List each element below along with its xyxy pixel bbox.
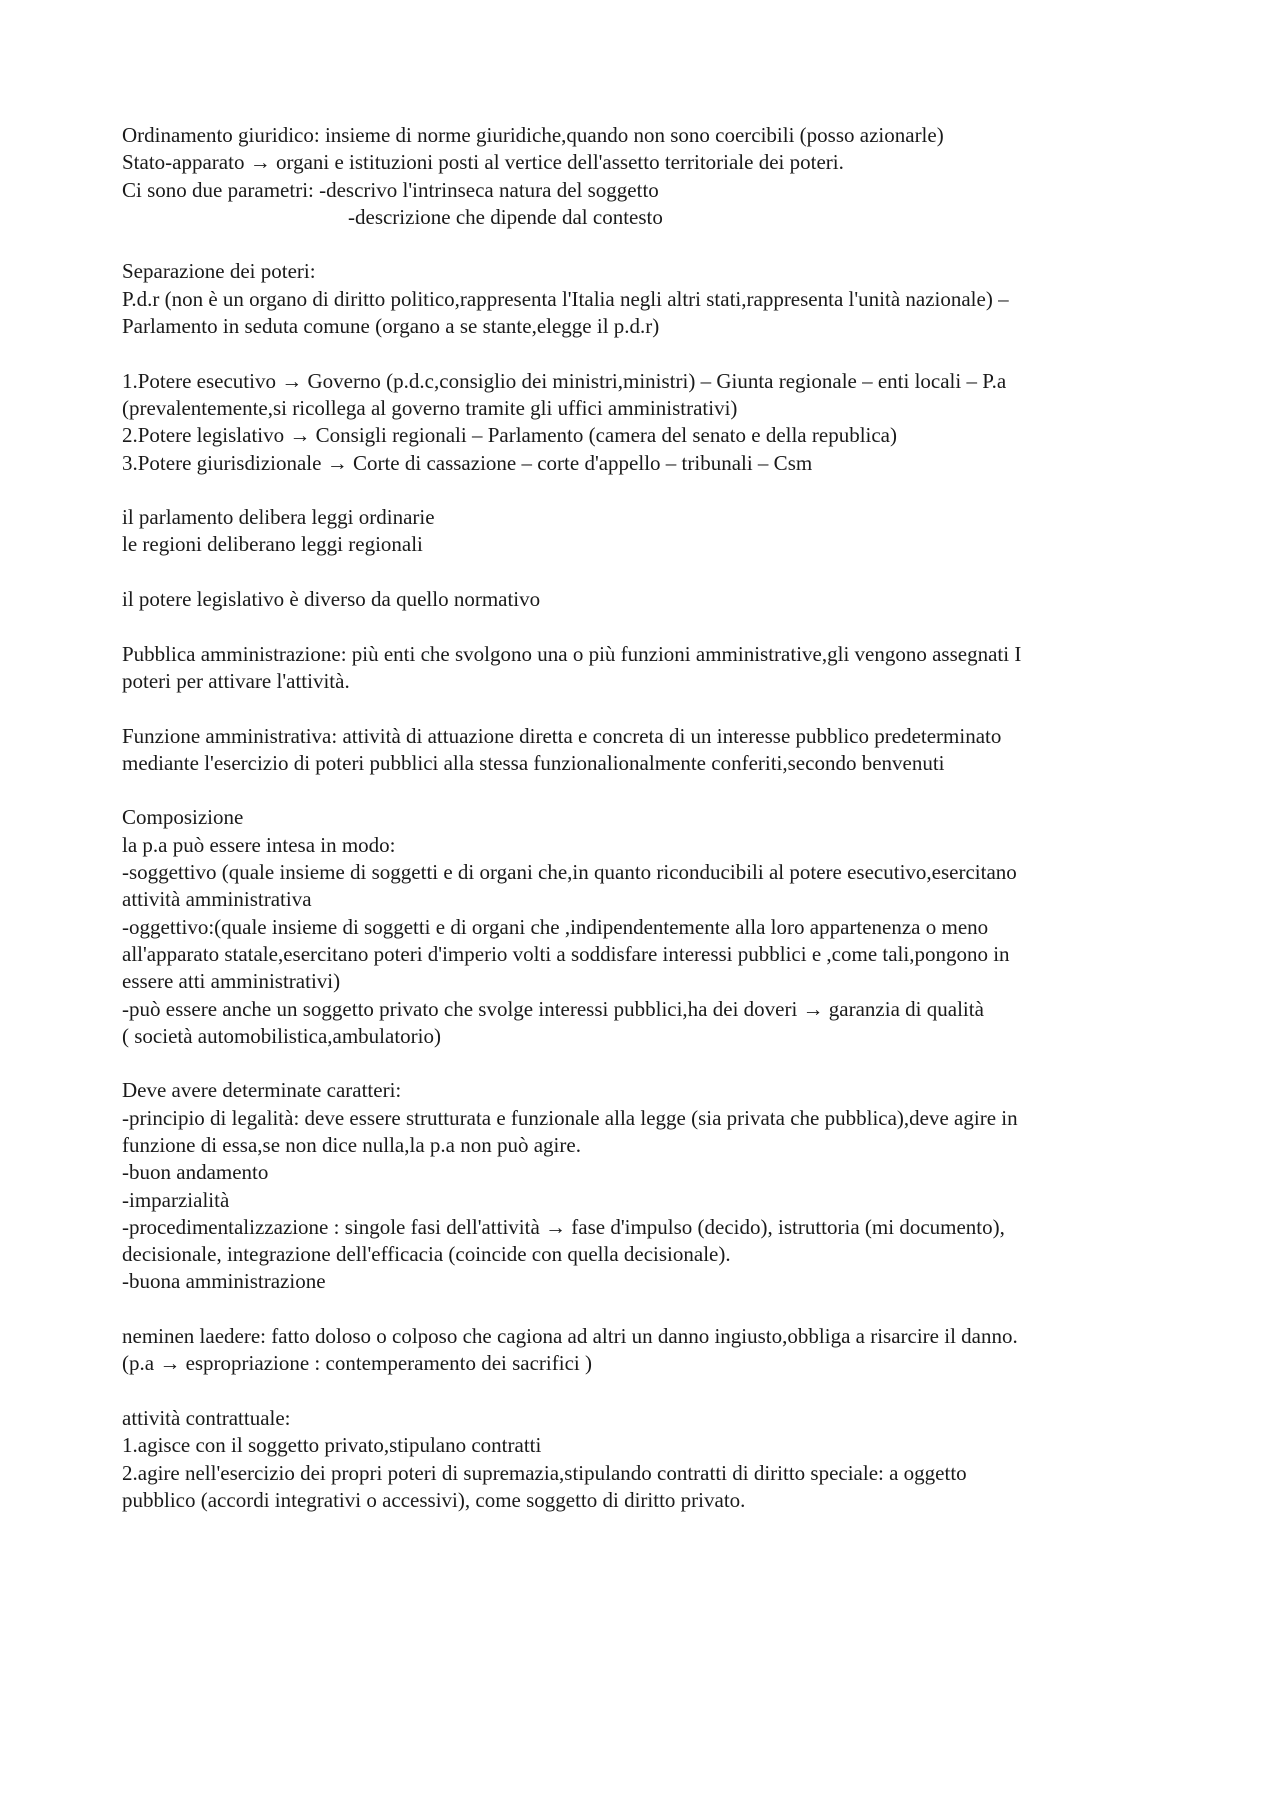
text-line: Ci sono due parametri: -descrivo l'intrinseca natura del soggetto [122,177,659,202]
document-body [122,122,1172,1541]
text-line: -oggettivo:(quale insieme di soggetti e di organi che ,indipendentemente alla loro appartenenza o meno [122,914,989,939]
paragraph-potere-legislativo [122,586,1172,613]
text-line: 1.Potere esecutivo → Governo (p.d.c,consiglio dei ministri,ministri) – Giunta regionale – enti locali – P.a [122,368,1007,393]
paragraph-neminen-laedere [122,1323,1172,1378]
text-line: attività contrattuale: [122,1405,291,1430]
text-line: Parlamento in seduta comune (organo a se stante,elegge il p.d.r) [122,314,660,339]
paragraph-pubblica-amministrazione [122,641,1172,696]
text-line: -può essere anche un soggetto privato che svolge interessi pubblici,ha dei doveri → garanzia di qualità [122,996,984,1021]
text-line: Composizione [122,805,244,830]
paragraph-attivita-contrattuale [122,1405,1172,1514]
text-line: Ordinamento giuridico: insieme di norme giuridiche,quando non sono coercibili (posso azionarle) [122,123,944,147]
text-line: decisionale, integrazione dell'efficacia (coincide con quella decisionale). [122,1242,731,1267]
text-line: 2.agire nell'esercizio dei propri poteri di supremazia,stipulando contratti di diritto speciale: a oggetto [122,1460,967,1485]
text-line: attività amministrativa [122,887,312,912]
paragraph-caratteri [122,1077,1172,1295]
text-line: P.d.r (non è un organo di diritto politico,rappresenta l'Italia negli altri stati,rappresenta l'unità nazionale) – [122,286,1009,311]
text-line: 3.Potere giurisdizionale → Corte di cassazione – corte d'appello – tribunali – Csm [122,450,813,475]
text-line: -buon andamento [122,1160,269,1185]
text-line: 1.agisce con il soggetto privato,stipulano contratti [122,1433,542,1458]
text-line: 2.Potere legislativo → Consigli regionali – Parlamento (camera del senato e della republica) [122,423,898,448]
text-line: la p.a può essere intesa in modo: [122,832,396,857]
text-line: poteri per attivare l'attività. [122,668,350,693]
text-line: -procedimentalizzazione : singole fasi dell'attività → fase d'impulso (decido), istruttoria (mi documento), [122,1214,1005,1239]
text-line: essere atti amministrativi) [122,969,341,994]
paragraph-poteri-list [122,368,1172,477]
text-line: (p.a → espropriazione : contemperamento dei sacrifici ) [122,1351,592,1376]
text-line: il parlamento delibera leggi ordinarie [122,505,435,530]
text-line: neminen laedere: fatto doloso o colposo che cagiona ad altri un danno ingiusto,obbliga a risarcire il danno. [122,1324,1018,1349]
paragraph-leggi [122,504,1172,559]
text-line: -buona amministrazione [122,1269,326,1294]
text-line: il potere legislativo è diverso da quello normativo [122,587,541,612]
text-line: le regioni deliberano leggi regionali [122,532,423,557]
text-line: Funzione amministrativa: attività di attuazione diretta e concreta di un interesse pubblico predeterminato [122,723,1002,748]
text-line: mediante l'esercizio di poteri pubblici alla stessa funzionalionalmente conferiti,secondo benvenuti [122,750,945,775]
text-line: ( società automobilistica,ambulatorio) [122,1023,441,1048]
text-line: -imparzialità [122,1187,230,1212]
text-line-indented: -descrizione che dipende dal contesto [348,204,663,229]
text-line: Pubblica amministrazione: più enti che svolgono una o più funzioni amministrative,gli vengono assegnati I [122,641,1022,666]
text-line: -soggettivo (quale insieme di soggetti e di organi che,in quanto riconducibili al potere esecutivo,esercitano [122,860,1017,885]
paragraph-separazione-poteri [122,258,1172,340]
text-line: pubblico (accordi integrativi o accessivi), come soggetto di diritto privato. [122,1487,746,1512]
text-line: Stato-apparato → organi e istituzioni posti al vertice dell'assetto territoriale dei poteri. [122,150,844,175]
paragraph-composizione [122,804,1172,1050]
text-line: funzione di essa,se non dice nulla,la p.a non può agire. [122,1132,581,1157]
text-line: -principio di legalità: deve essere strutturata e funzionale alla legge (sia privata che pubblica),deve agire in [122,1105,1018,1130]
paragraph-ordinamento [122,122,1172,231]
paragraph-funzione-amministrativa [122,723,1172,778]
text-line: all'apparato statale,esercitano poteri d'imperio volti a soddisfare interessi pubblici e ,come tali,pongono in [122,941,1010,966]
text-line: Separazione dei poteri: [122,259,316,284]
text-line: (prevalentemente,si ricollega al governo tramite gli uffici amministrativi) [122,395,738,420]
text-line: Deve avere determinate caratteri: [122,1078,402,1103]
